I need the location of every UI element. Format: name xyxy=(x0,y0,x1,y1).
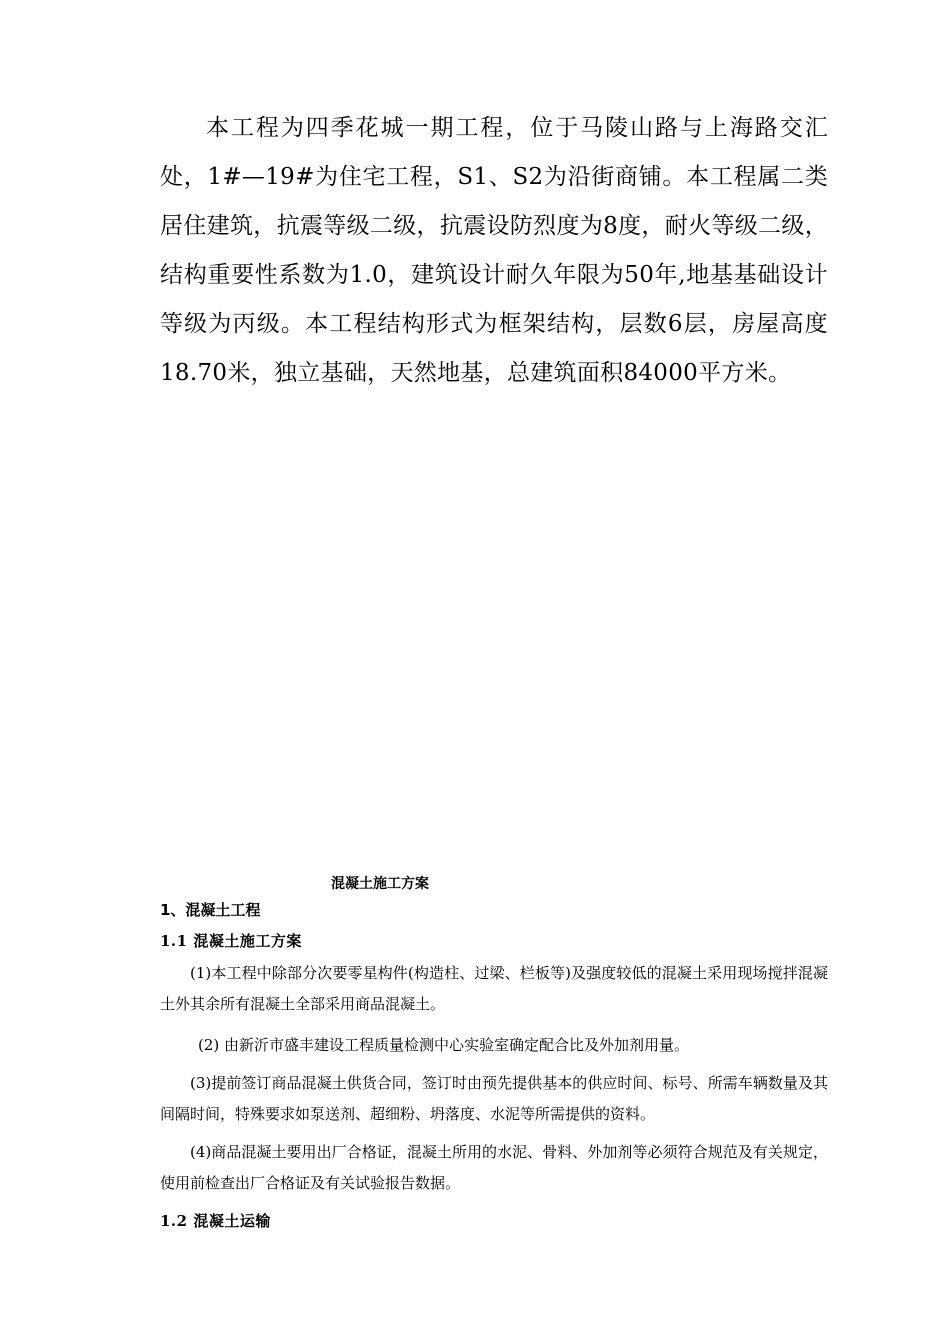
plan-item-1: (1)本工程中除部分次要零星构件(构造柱、过梁、栏板等)及强度较低的混凝土采用现场搅拌混凝土外其余所有混凝土全部采用商品混凝土。 xyxy=(160,964,828,1013)
project-overview-paragraph: 本工程为四季花城一期工程，位于马陵山路与上海路交汇处，1#—19#为住宅工程，S1、S2为沿街商铺。本工程属二类居住建筑，抗震等级二级，抗震设防烈度为8度，耐火等级二级，结构重要性系数为1.0，建筑设计耐久年限为50年,地基基础设计等级为丙级。本工程结构形式为框架结构，层数6层，房屋高度18.70米，独立基础，天然地基，总建筑面积84000平方米。 xyxy=(160,115,828,386)
section-heading-concrete-works: 1、混凝土工程 xyxy=(160,901,261,919)
subsection-heading-concrete-transport: 1.2 混凝土运输 xyxy=(160,1212,271,1230)
document-title: 混凝土施工方案 xyxy=(331,876,429,892)
subsection-heading-construction-plan: 1.1 混凝土施工方案 xyxy=(160,932,302,950)
plan-item-3: (3)提前签订商品混凝土供货合同，签订时由预先提供基本的供应时间、标号、所需车辆数量及其间隔时间，特殊要求如泵送剂、超细粉、坍落度、水泥等所需提供的资料。 xyxy=(160,1074,828,1123)
plan-item-4: (4)商品混凝土要用出厂合格证，混凝土所用的水泥、骨料、外加剂等必须符合规范及有关规定，使用前检查出厂合格证及有关试验报告数据。 xyxy=(160,1143,828,1192)
plan-item-2: (2) 由新沂市盛丰建设工程质量检测中心实验室确定配合比及外加剂用量。 xyxy=(198,1036,690,1054)
